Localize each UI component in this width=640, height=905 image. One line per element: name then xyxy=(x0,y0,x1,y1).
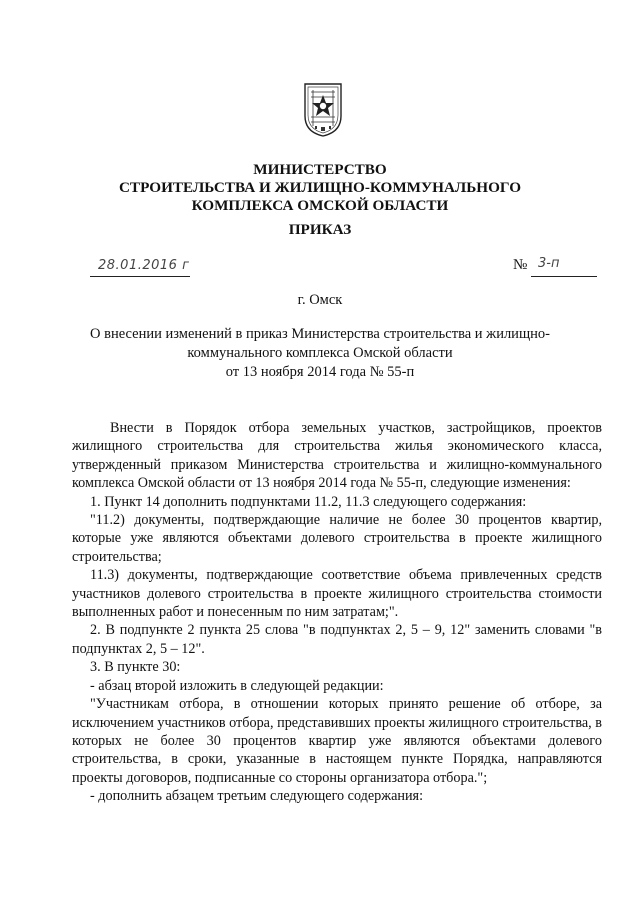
subject-line-1: О внесении изменений в приказ Министерства строительства и жилищно- xyxy=(90,326,550,342)
paragraph-intro: Внести в Порядок отбора земельных участков, застройщиков, проектов жилищного строительства для строительства жилья экономического класса, утвержденный приказом Министерства строительства и жилищно-коммунального комплекса Омской области от 13 ноября 2014 года № 55-п, следующие изменения: xyxy=(72,420,602,492)
paragraph-subitem-11-3: 11.3) документы, подтверждающие соответствие объема привлеченных средств участников долевого строительства в проекте жилищного строительства стоимости выполненных работ и понесенным по ним затратам;". xyxy=(72,567,602,621)
paragraph-dash-2: - дополнить абзацем третьим следующего содержания: xyxy=(90,788,424,805)
paragraph-subitem-11-2: "11.2) документы, подтверждающие наличие не более 30 процентов квартир, которые уже являются объектами долевого строительства в проекте жилищного строительства; xyxy=(72,512,602,565)
paragraph-item-1: 1. Пункт 14 дополнить подпунктами 11.2, 11.3 следующего содержания: xyxy=(90,493,527,510)
ministry-line-3: КОМПЛЕКСА ОМСКОЙ ОБЛАСТИ xyxy=(191,197,449,214)
coat-of-arms-emblem xyxy=(303,82,343,138)
paragraph-quoted-text: "Участникам отбора, в отношении которых принято решение об отборе, за исключением участников отбора, представивших проекты жилищного строительства, в которых не более 30 процентов квартир уже являются объектами долевого строительства, в сроки, указанные в настоящем пункте Порядка, направляются проекты договоров, подписанные со стороны организатора отбора."; xyxy=(72,696,602,786)
subject-line-2: коммунального комплекса Омской области xyxy=(187,344,453,361)
ministry-name xyxy=(60,161,580,215)
paragraph-dash-1: - абзац второй изложить в следующей редакции: xyxy=(90,677,384,694)
paragraph-item-3: 3. В пункте 30: xyxy=(90,659,181,676)
handwritten-date: 28.01.2016 г xyxy=(98,258,190,273)
city-name: г. Омск xyxy=(297,292,343,308)
paragraph-item-2: 2. В подпункте 2 пункта 25 слова "в подпунктах 2, 5 – 9, 12" заменить словами "в подпунктах 2, 5 – 12". xyxy=(72,622,602,657)
ministry-line-1: МИНИСТЕРСТВО xyxy=(253,161,387,178)
document-type-title: ПРИКАЗ xyxy=(288,221,352,238)
number-label: № xyxy=(513,257,528,273)
order-subject xyxy=(60,325,580,381)
order-body xyxy=(72,419,602,806)
ministry-line-2: СТРОИТЕЛЬСТВА И ЖИЛИЩНО-КОММУНАЛЬНОГО xyxy=(118,179,522,196)
subject-line-3: от 13 ноября 2014 года № 55-п xyxy=(225,363,415,380)
handwritten-number: 3-п xyxy=(538,256,560,271)
